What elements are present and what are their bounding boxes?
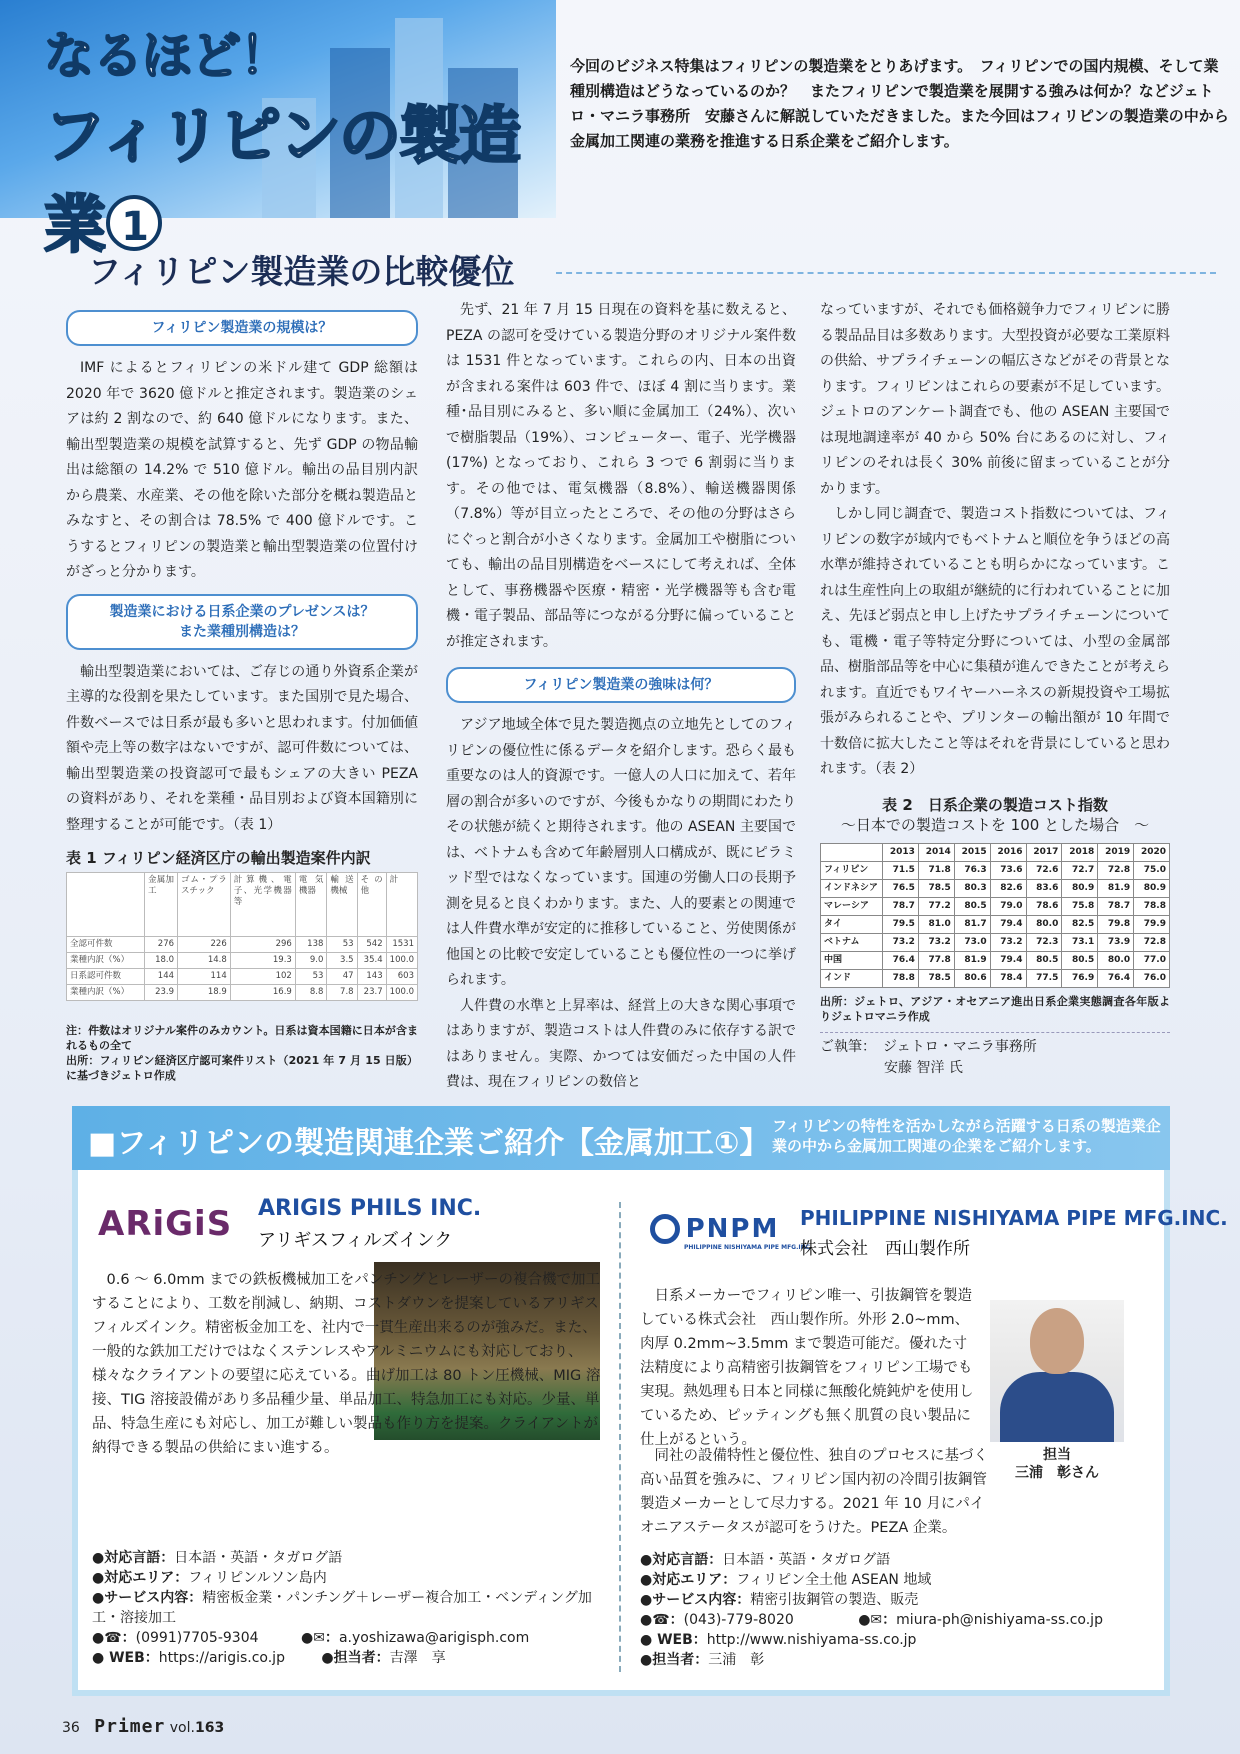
table-cell: 19.3 [230,953,295,969]
author-name: 安藤 智洋 氏 [884,1059,963,1076]
info-label: ●担当者： [640,1652,709,1668]
info-value: (043)-779-8020 [683,1612,794,1628]
table-cell: 75.8 [1062,897,1098,915]
table-cell: 100.0 [386,953,417,969]
table-row [821,951,1170,969]
table-cell: 79.5 [883,915,919,933]
info-label: ● WEB： [92,1650,159,1666]
table-header-cell: 2016 [990,843,1026,861]
table-cell: 71.5 [883,861,919,879]
pnpm-email-link[interactable]: miura-ph@nishiyama-ss.co.jp [896,1612,1103,1628]
table-cell: 81.0 [918,915,954,933]
paragraph: 人件費の水準と上昇率は、経営上の大きな関心事項ではありますが、製造コストは人件費のみに依存する訳ではありません。実際、かつては安価だった中国の人件費は、現在フィリピンの数倍と [446,997,796,1090]
table-cell: 3.5 [327,953,357,969]
table-cell: 72.6 [1026,861,1062,879]
table-header-cell: 2014 [918,843,954,861]
company-banner [72,1106,1170,1170]
title-line2 [44,86,556,264]
paragraph: IMF によるとフィリピンの米ドル建て GDP 総額は 2020 年で 3620 億ドルと推定されます。製造業のシェアは約 2 割なので、約 640 億ドルになります。また、輸出型製造業の規模を試算すると、先ず GDP の物品輸出は総額の 14.2% で 510 億ドル。輸出の品目別内訳から農業、水産業、その他を除いた部分を概ね製造品とみなすと、その割合は 78.5% で 400 億ドルです。こうするとフィリピンの製造業と輸出型製造業の位置付けがざっと分かります。 [66,360,418,580]
table-cell: 78.7 [883,897,919,915]
table-cell: 35.4 [357,953,386,969]
table-header-cell: 計 [386,873,417,937]
table-cell: 71.8 [918,861,954,879]
arigis-web-link[interactable]: https://arigis.co.jp [158,1650,285,1666]
table-cell: 23.7 [357,985,386,1001]
arigis-name-en: ARIGIS PHILS INC. [258,1196,482,1221]
table-cell: 業種内訳（%） [67,953,145,969]
table-row [821,969,1170,987]
subheading-line: また業種別構造は？ [179,623,305,640]
table-2-subcaption: ～日本での製造コストを 100 とした場合 ～ [840,815,1150,834]
table-cell: 76.4 [883,951,919,969]
table-cell: 81.9 [954,951,990,969]
table-cell: 80.5 [1062,951,1098,969]
table-cell: 83.6 [1026,879,1062,897]
table-header-row [67,873,418,937]
column-3 [820,298,1170,1079]
intro-text: 今回のビジネス特集はフィリピンの製造業をとりあげます。 フィリピンでの国内規模、そして業種別構造はどうなっているのか？ またフィリピンで製造業を展開する強みは何か？などジェトロ・マニラ事務所 安藤さんに解説していただきました。また今回はフィリピンの製造業の中から金属加工関連の業務を推進する日系企業をご紹介します。 [570,57,1229,150]
subheading-line: 製造業における日系企業のプレゼンスは？ [109,603,375,620]
table-header-cell: 計算機、電子、光学機器等 [230,873,295,937]
table-row [67,985,418,1001]
table-cell: 78.5 [918,969,954,987]
title-text: フィリピンの製造業 [44,99,520,261]
table-cell: インドネシア [821,879,883,897]
table-cell: 72.3 [1026,933,1062,951]
info-label: ● WEB： [640,1632,707,1648]
info-label: ●サービス内容： [92,1590,203,1606]
magazine-brand: Primer [94,1716,166,1737]
table-cell: 日系認可件数 [67,969,145,985]
table-row [821,915,1170,933]
mail-icon: ●✉： [300,1630,339,1646]
paragraph: 輸出型製造業においては、ご存じの通り外資系企業が主導的な役割を果たしています。また国別で見た場合、件数ベースでは日系が最も多いと思われます。付加価値額や売上等の数字はないですが、認可件数については、輸出型製造業の投資認可で最もシェアの大きい PEZA の資料があり、それを業種・品目別および資本国籍別に整理することが可能です。（表 1） [66,663,418,833]
pnpm-description-2: 同社の設備特性と優位性、独自のプロセスに基づく高い品質を強みに、フィリピン国内初の冷間引抜鋼管製造メーカーとして尽力する。2021 年 10 月にパイオニアステータスが認可をうけた。PEZA 企業。 [640,1448,988,1536]
contact-photo-face [1030,1308,1084,1374]
table-cell: 82.6 [990,879,1026,897]
table-header-cell: 金属加工 [145,873,178,937]
table-cell: ベトナム [821,933,883,951]
mail-icon: ●✉： [858,1612,897,1628]
table-cell: 73.0 [954,933,990,951]
table-row [821,897,1170,915]
volume-number: 163 [194,1720,225,1736]
subheading-pill [66,594,418,650]
page-footer [62,1716,224,1737]
arigis-email-link[interactable]: a.yoshizawa@arigisph.com [338,1630,530,1646]
table-cell: 81.9 [1098,879,1134,897]
paragraph: なっていますが、それでも価格競争力でフィリピンに勝る製品品目は多数あります。大型投資が必要な工業原料の供給、サプライチェーンの幅広さなどがその背景となります。フィリピンはこれらの要素が不足しています。ジェトロのアンケート調査でも、他の ASEAN 主要国では現地調達率が 40 から 50% 台にあるのに対し、フィリピンのそれは長く 30% 前後に留まっていることが分かります。 [820,302,1170,497]
table-cell: 78.7 [1098,897,1134,915]
table-header-cell [67,873,145,937]
table-row [821,861,1170,879]
table-cell: 75.0 [1134,861,1170,879]
subheading-pill: フィリピン製造業の強味は何？ [446,667,796,703]
pnpm-logo-circle-icon [650,1214,680,1244]
info-label: ●対応言語： [92,1550,175,1566]
table-cell: 73.2 [990,933,1026,951]
arigis-name-jp: アリギスフィルズインク [258,1230,453,1251]
paragraph: 先ず、21 年 7 月 15 日現在の資料を基に数えると、PEZA の認可を受けている製造分野のオリジナル案件数は 1531 件となっています。これらの内、日本の出資が含まれる案件は 603 件で、ほぼ 4 割に当ります。業種･品目別にみると、多い順に金属加工（24%）、次いで樹脂製品（19%）、コンピューター、電子、光学機器 (17%) となっており、これら 3 つで 6 割弱に当ります。その他では、電気機器（8.8%）、輸送機器関係（7.8%）等が目立ったところで、その他の分野はさらにぐっと割合が小さくなります。金属加工や樹脂についても、輸出の品目別構造をベースにして考えれば、全体として、事務機器や医療・精密・光学機器等も含む電機・電子製品、部品等につながる分野に偏っていることが推定されます。 [446,302,796,650]
table-header-row [821,843,1170,861]
table-cell: 80.3 [954,879,990,897]
table-cell: 80.6 [954,969,990,987]
table-cell: 中国 [821,951,883,969]
table-cell: 82.5 [1062,915,1098,933]
table-cell: 全認可件数 [67,937,145,953]
info-label: ●対応エリア： [640,1572,737,1588]
contact-photo-suit [1000,1372,1114,1442]
table-cell: インド [821,969,883,987]
phone-icon: ●☎： [640,1612,684,1628]
table-cell: 53 [327,937,357,953]
info-value: 日本語・英語・タガログ語 [722,1552,891,1568]
info-value: 精密引抜鋼管の製造、販売 [750,1592,919,1608]
table-cell: 76.4 [1098,969,1134,987]
table-cell: 603 [386,969,417,985]
table-1 [66,872,418,1001]
company-section-title: ■フィリピンの製造関連企業ご紹介【金属加工①】 [88,1126,770,1161]
table-row [67,953,418,969]
pnpm-text-2 [640,1444,1160,1540]
table-cell: 80.9 [1134,879,1170,897]
table-cell: 80.0 [1098,951,1134,969]
author-label: ご執筆： [820,1038,869,1055]
table-cell: 143 [357,969,386,985]
table-cell: 78.8 [1134,897,1170,915]
arigis-info [92,1548,612,1668]
author-credit [820,1032,1170,1079]
table-cell: 138 [295,937,327,953]
table-row [67,937,418,953]
table-cell: 77.0 [1134,951,1170,969]
table-header-cell [821,843,883,861]
author-org: ジェトロ・マニラ事務所 [883,1038,1037,1055]
table-cell: 1531 [386,937,417,953]
table-cell: 102 [230,969,295,985]
table-header-cell: 2013 [883,843,919,861]
pnpm-name-jp: 株式会社 西山製作所 [800,1239,970,1259]
table-cell: 114 [178,969,231,985]
table-cell: 73.1 [1062,933,1098,951]
table-2-source: 出所：ジェトロ、アジア・オセアニア進出日系企業実態調査各年版よりジェトロマニラ作成 [820,994,1170,1023]
table-cell: 79.4 [990,951,1026,969]
table-cell: 77.5 [1026,969,1062,987]
pnpm-description: 日系メーカーでフィリピン唯一、引抜鋼管を製造している株式会社 西山製作所。外形 2.0~mm、肉厚 0.2mm~3.5mm まで製造可能だ。優れた寸法精度により高精密引抜鋼管をフィリピン工場でも実現。熱処理も日本と同様に無酸化焼鈍炉を使用しているため、ピッティングも無く肌質の良い製品に仕上がるという。 [640,1288,974,1448]
table-cell: 80.0 [1026,915,1062,933]
table-cell: 79.4 [990,915,1026,933]
info-value: 吉澤 享 [389,1650,446,1666]
table-cell: 78.5 [918,879,954,897]
table-cell: 72.8 [1134,933,1170,951]
pnpm-text [640,1284,980,1452]
table-cell: 276 [145,937,178,953]
table-cell: 542 [357,937,386,953]
table-cell: 72.8 [1098,861,1134,879]
subheading-pill: フィリピン製造業の規模は？ [66,310,418,346]
table-header-cell: 2019 [1098,843,1134,861]
table-cell: 14.8 [178,953,231,969]
title-number-badge: 1 [106,195,162,251]
table-cell: 73.9 [1098,933,1134,951]
table-cell: 81.7 [954,915,990,933]
table-cell: タイ [821,915,883,933]
table-cell: 79.0 [990,897,1026,915]
info-label: ●サービス内容： [640,1592,751,1608]
table-cell: 78.4 [990,969,1026,987]
table-cell: 76.9 [1062,969,1098,987]
title-line1: なるほど！ [44,27,289,85]
table-header-cell: その他 [357,873,386,937]
volume-label: vol. [169,1720,195,1736]
table-2 [820,843,1170,988]
table-cell: 53 [295,969,327,985]
table-cell: 78.6 [1026,897,1062,915]
table-header-cell: 2015 [954,843,990,861]
caption-line: 三浦 彰さん [1015,1465,1099,1481]
info-label: ●対応言語： [640,1552,723,1568]
table-cell: 73.2 [883,933,919,951]
table-cell: 144 [145,969,178,985]
table-cell: 76.5 [883,879,919,897]
table-row [821,879,1170,897]
table-cell: 業種内訳（%） [67,985,145,1001]
table-cell: 79.9 [1134,915,1170,933]
table-header-cell: 2020 [1134,843,1170,861]
table-1-source: 出所：フィリピン経済区庁認可案件リスト（2021 年 7 月 15 日版）に基づきジェトロ作成 [66,1054,418,1082]
column-1 [66,304,418,1083]
section-divider [556,272,1216,274]
pnpm-web-link[interactable]: http://www.nishiyama-ss.co.jp [706,1632,917,1648]
table-2-caption: 表 2 日系企業の製造コスト指数 [882,795,1108,814]
table-cell: 80.5 [1026,951,1062,969]
table-header-cell: 2018 [1062,843,1098,861]
caption-line: 担当 [1043,1447,1071,1463]
table-cell: 72.7 [1062,861,1098,879]
table-header-cell: 2017 [1026,843,1062,861]
table-cell: 100.0 [386,985,417,1001]
arigis-logo: ARiGiS [98,1204,233,1244]
info-value: (0991)7705-9304 [135,1630,259,1646]
pnpm-logo-sub: PHILIPPINE NISHIYAMA PIPE MFG.INC [684,1244,811,1251]
info-label: ●担当者： [321,1650,390,1666]
header-banner [0,0,556,261]
table-cell: 226 [178,937,231,953]
arigis-description: 0.6 ～ 6.0mm までの鉄板機械加工をパンチングとレーザーの複合機で加工することにより、工数を削減し、納期、コストダウンを提案しているアリギスフィルズインク。精密板金加工を、社内で一貫生産出来るのが強みだ。また、一般的な鉄加工だけではなくステンレスやアルミニウムにも対応しており、様々なクライアントの要望に応えている。曲げ加工は 80 トン圧機械、MIG 溶接、TIG 溶接設備があり多品種少量、単品加工、特急加工にも対応。少量、単品、特急生産にも対応し、加工が難しい製品も作り方を提案。クライアントが納得できる製品の供給にまい進する。 [92,1272,601,1456]
info-value: フィリピン全土他 ASEAN 地域 [736,1572,932,1588]
table-cell: フィリピン [821,861,883,879]
table-cell: 47 [327,969,357,985]
table-cell: 8.8 [295,985,327,1001]
table-cell: 9.0 [295,953,327,969]
table-row [67,969,418,985]
column-2 [446,298,796,1096]
table-1-note: 注：件数はオリジナル案件のみカウント。日系は資本国籍に日本が含まれるもの全て [66,1024,418,1052]
pnpm-info [640,1550,1160,1670]
table-cell: マレーシア [821,897,883,915]
info-label: ●対応エリア： [92,1570,189,1586]
table-cell: 73.2 [918,933,954,951]
table-cell: 7.8 [327,985,357,1001]
table-cell: 18.9 [178,985,231,1001]
pnpm-logo [650,1214,810,1251]
company-section-subtitle: フィリピンの特性を活かしながら活躍する日系の製造業企業の中から金属加工関連の企業をご紹介します。 [772,1117,1161,1155]
table-cell: 73.6 [990,861,1026,879]
table-cell: 78.8 [883,969,919,987]
phone-icon: ●☎： [92,1630,136,1646]
table-cell: 80.9 [1062,879,1098,897]
page-number: 36 [62,1720,80,1736]
table-cell: 23.9 [145,985,178,1001]
table-cell: 80.5 [954,897,990,915]
table-cell: 16.9 [230,985,295,1001]
pnpm-logo-text: PNPM [685,1214,780,1244]
paragraph: アジア地域全体で見た製造拠点の立地先としてのフィリピンの優位性に係るデータを紹介します。恐らく最も重要なのは人的資源です。一億人の人口に加えて、若年層の割合が多いのですが、今後もかなりの期間にわたりその状態が続くと期待されます。他の ASEAN 主要国では、ベトナムも含めて年齢層別人口構成が、既にピラミッド型ではなくなっています。国連の労働人口の長期予測を見ると良くわかります。また、人的要素との関連では人件費水準が安定的に推移していること、労使関係が他国との比較で安定していることも優位性の一つに挙げられます。 [446,717,796,988]
pnpm-name-en: PHILIPPINE NISHIYAMA PIPE MFG.INC. [800,1206,1228,1230]
paragraph: しかし同じ調査で、製造コスト指数については、フィリピンの数字が域内でもベトナムと順位を争うほどの高水準が維持されていることも明らかになっています。これは生産性向上の取組が継続的に行われていることに加え、先ほど弱点と申し上げたサプライチェーンについても、電機・電子等特定分野については、小型の金属部品、樹脂部品等を中心に集積が進んできたことが考えられます。直近でもワイヤーハーネスの新規投資や工場拡張がみられることや、プリンターの輸出額が 10 年間で十数倍に拡大したこと等はそれを背景にしていると思われます。（表 2） [820,506,1170,777]
arigis-text-top [92,1268,601,1460]
section-heading: フィリピン製造業の比較優位 [88,252,515,291]
info-value: 精密板金業・パンチング＋レーザー複合加工・ベンディング加工・溶接加工 [92,1590,592,1626]
table-cell: 18.0 [145,953,178,969]
table-header-cell: 輸送機械 [327,873,357,937]
table-cell: 76.3 [954,861,990,879]
table-cell: 296 [230,937,295,953]
table-cell: 76.0 [1134,969,1170,987]
table-cell: 77.8 [918,951,954,969]
table-cell: 79.8 [1098,915,1134,933]
table-cell: 77.2 [918,897,954,915]
table-header-cell: ゴム・プラスチック [178,873,231,937]
info-value: 日本語・英語・タガログ語 [174,1550,343,1566]
table-1-caption: 表 1 フィリピン経済区庁の輸出製造案件内訳 [66,849,371,867]
table-row [821,933,1170,951]
company-divider [619,1202,621,1672]
info-value: 三浦 彰 [708,1652,765,1668]
table-header-cell: 電気機器 [295,873,327,937]
info-value: フィリピンルソン島内 [188,1570,327,1586]
